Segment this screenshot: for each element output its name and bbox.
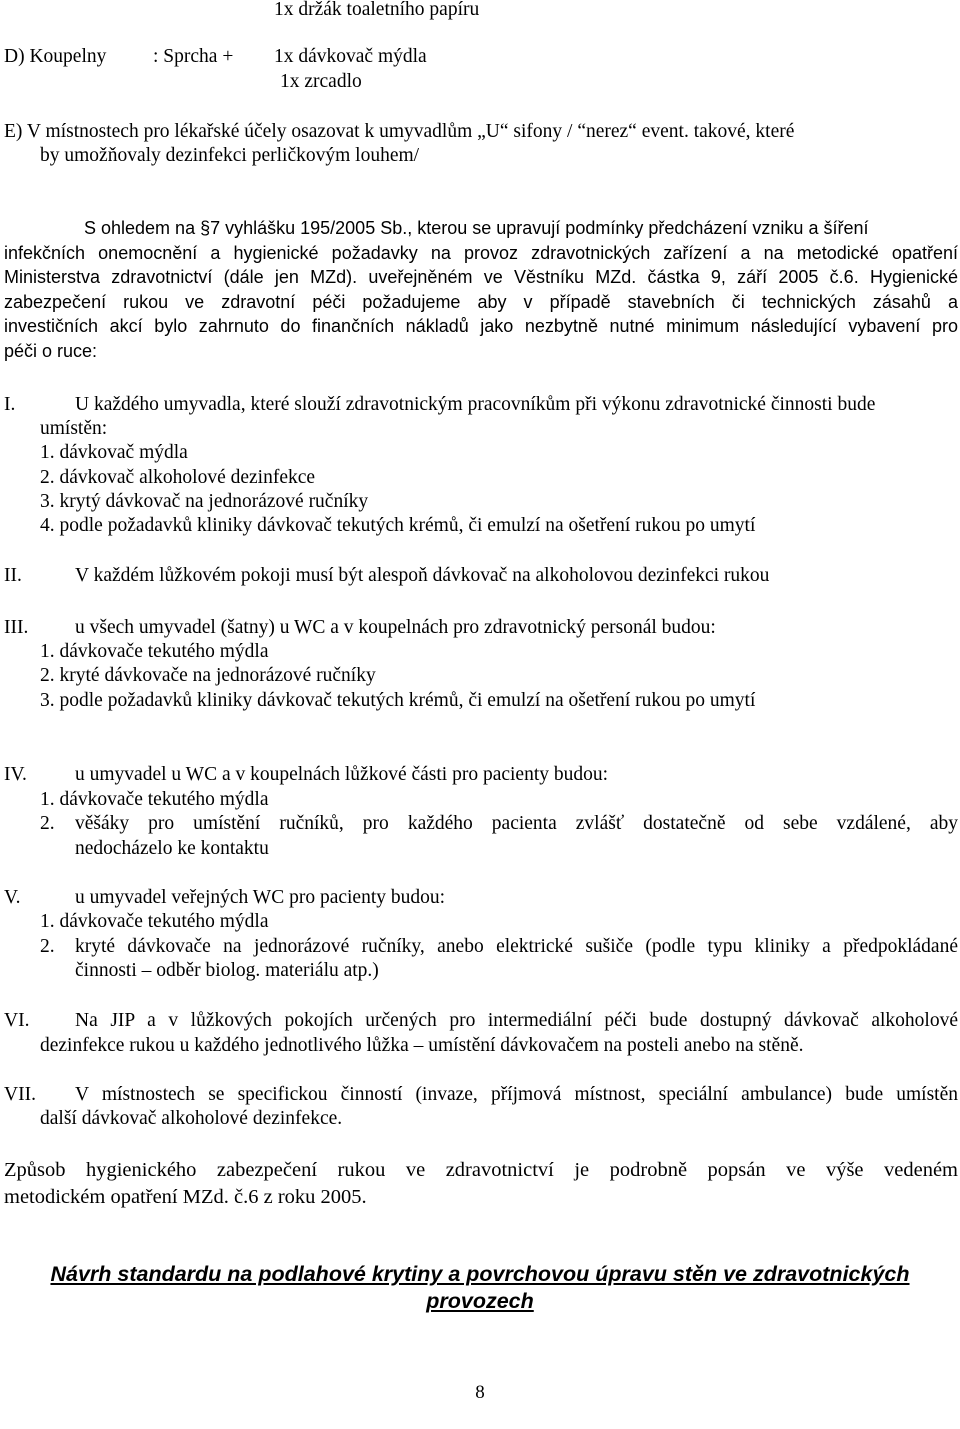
section-v-item2-line2: činnosti – odběr biolog. materiálu atp.) xyxy=(75,960,379,981)
section-iii-item: 3. podle požadavků kliniky dávkovač tekutých krémů, či emulzí na ošetření rukou po umytí xyxy=(40,690,756,711)
section-v-number: V. xyxy=(4,887,21,908)
section-i-line1: U každého umyvadla, které slouží zdravotnickým pracovníkům při výkonu zdravotnické činnosti bude xyxy=(75,394,876,415)
intro-line4: zabezpečení rukou ve zdravotní péči požadujeme aby v případě stavebních či technických zásahů a xyxy=(4,292,958,312)
section-v-item2-number: 2. xyxy=(40,936,55,957)
section-i-item: 4. podle požadavků kliniky dávkovač tekutých krémů, či emulzí na ošetření rukou po umytí xyxy=(40,515,756,536)
section-e-line2: by umožňovaly dezinfekci perličkovým louhem/ xyxy=(40,145,420,166)
section-v-line1: u umyvadel veřejných WC pro pacienty budou: xyxy=(75,887,446,908)
section-d-item1: 1x dávkovač mýdla xyxy=(274,46,427,67)
intro-line5: investičních akcí bylo zahrnuto do finančních nákladů jako nezbytně nutné minimum následující vybavení pro xyxy=(4,316,958,336)
section-vii-number: VII. xyxy=(4,1084,36,1105)
section-iii-number: III. xyxy=(4,617,29,638)
section-iv-number: IV. xyxy=(4,764,27,785)
section-d-item2: 1x zrcadlo xyxy=(280,71,362,92)
section-vii-line2: další dávkovač alkoholové dezinfekce. xyxy=(40,1108,343,1129)
section-i-number: I. xyxy=(4,394,16,415)
page-number: 8 xyxy=(475,1382,485,1403)
section-iv-item2-number: 2. xyxy=(40,813,55,834)
section-v-item2-line1: kryté dávkovače na jednorázové ručníky, anebo elektrické sušiče (podle typu kliniky a předpokládané xyxy=(75,936,958,957)
section-iii-line1: u všech umyvadel (šatny) u WC a v koupelnách pro zdravotnický personál budou: xyxy=(75,617,716,638)
section-iv-item2-line1: věšáky pro umístění ručníků, pro každého pacienta zvlášť dostatečně od sebe vzdálené, aby xyxy=(75,813,958,834)
closing-line2: metodickém opatření MZd. č.6 z roku 2005. xyxy=(4,1186,367,1208)
section-d-sep: : Sprcha + xyxy=(153,46,234,67)
intro-line1: S ohledem na §7 vyhlášku 195/2005 Sb., kterou se upravují podmínky předcházení vzniku a šíření xyxy=(84,218,869,238)
section-iv-item2-line2: nedocházelo ke kontaktu xyxy=(75,838,269,859)
closing-line1: Způsob hygienického zabezpečení rukou ve zdravotnictví je podrobně popsán ve výše vedeném xyxy=(4,1159,958,1181)
section-iii-item: 2. kryté dávkovače na jednorázové ručníky xyxy=(40,665,376,686)
standard-heading-line2: provozech xyxy=(426,1289,534,1313)
section-e-line1: E) V místnostech pro lékařské účely osazovat k umyvadlům „U“ sifony / “nerez“ event. takové, které xyxy=(4,121,795,142)
section-iii-item: 1. dávkovače tekutého mýdla xyxy=(40,641,269,662)
section-iv-item1: 1. dávkovače tekutého mýdla xyxy=(40,789,269,810)
section-i-item: 3. krytý dávkovač na jednorázové ručníky xyxy=(40,491,369,512)
intro-line6: péči o ruce: xyxy=(4,341,98,361)
section-ii-line1: V každém lůžkovém pokoji musí být alespoň dávkovač na alkoholovou dezinfekci rukou xyxy=(75,565,770,586)
section-vi-line1: Na JIP a v lůžkových pokojích určených pro intermediální péči bude dostupný dávkovač alkoholové xyxy=(75,1010,958,1031)
intro-line3: Ministerstva zdravotnictví (dále jen MZd). uveřejněném ve Věstníku MZd. částka 9, září 2005 č.6. Hygienické xyxy=(4,267,958,287)
section-i-line2: umístěn: xyxy=(40,418,108,439)
section-i-item: 1. dávkovač mýdla xyxy=(40,442,188,463)
section-vii-line1: V místnostech se specifickou činností (invaze, příjmová místnost, speciální ambulance) bude umístěn xyxy=(75,1084,958,1105)
section-vi-number: VI. xyxy=(4,1010,30,1031)
section-vi-line2: dezinfekce rukou u každého jednotlivého lůžka – umístění dávkovačem na posteli anebo na stěně. xyxy=(40,1035,804,1056)
section-ii-number: II. xyxy=(4,565,22,586)
section-d-label: D) Koupelny xyxy=(4,46,107,67)
section-v-item1: 1. dávkovače tekutého mýdla xyxy=(40,911,269,932)
top-line-toilet-holder: 1x držák toaletního papíru xyxy=(274,0,480,20)
section-iv-line1: u umyvadel u WC a v koupelnách lůžkové části pro pacienty budou: xyxy=(75,764,609,785)
intro-line2: infekčních onemocnění a hygienické požadavky na provoz zdravotnických zařízení a na metodické opatření xyxy=(4,243,958,263)
section-i-item: 2. dávkovač alkoholové dezinfekce xyxy=(40,467,316,488)
standard-heading-line1: Návrh standardu na podlahové krytiny a povrchovou úpravu stěn ve zdravotnických xyxy=(50,1262,910,1286)
